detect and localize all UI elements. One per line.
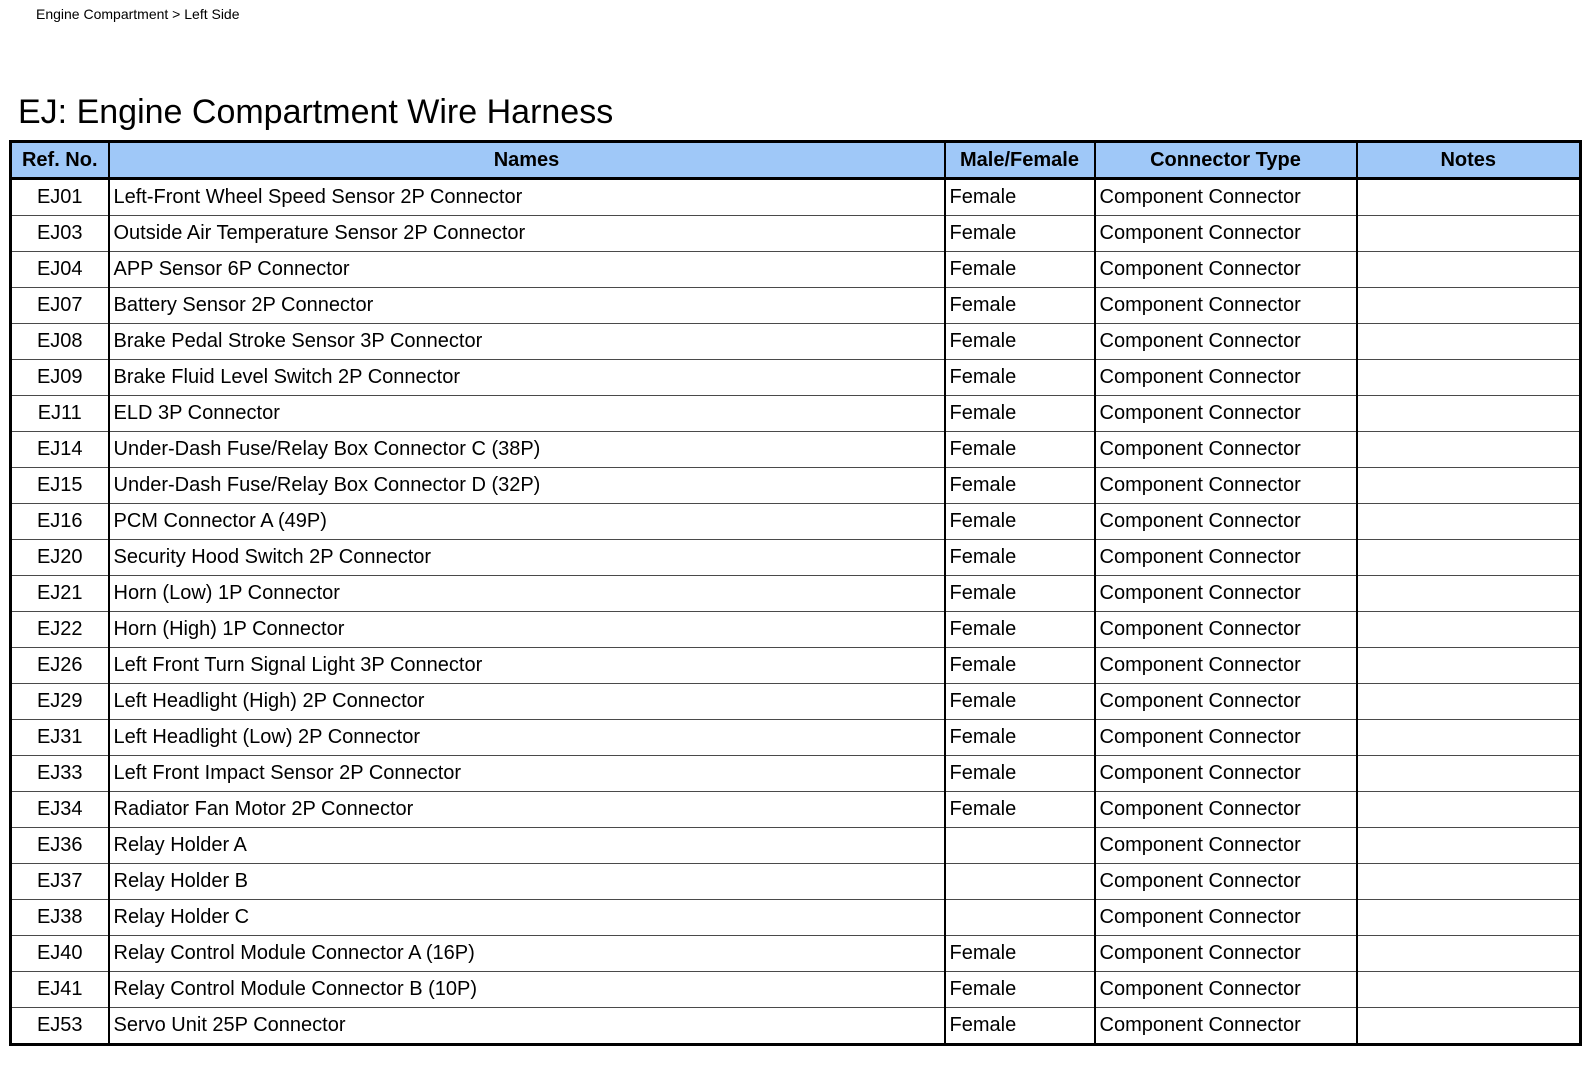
cell-connector-type: Component Connector — [1095, 648, 1357, 684]
cell-name: Relay Holder B — [109, 864, 945, 900]
cell-male-female: Female — [945, 216, 1095, 252]
cell-connector-type: Component Connector — [1095, 756, 1357, 792]
cell-connector-type: Component Connector — [1095, 504, 1357, 540]
cell-male-female: Female — [945, 504, 1095, 540]
page-title: EJ: Engine Compartment Wire Harness — [18, 93, 614, 131]
cell-ref-no: EJ31 — [11, 720, 109, 756]
table-row — [11, 900, 1581, 936]
table-row — [11, 179, 1581, 216]
cell-ref-no: EJ41 — [11, 972, 109, 1008]
cell-notes — [1357, 540, 1581, 576]
table-row — [11, 720, 1581, 756]
cell-ref-no: EJ40 — [11, 936, 109, 972]
cell-name: Under-Dash Fuse/Relay Box Connector D (32P) — [109, 468, 945, 504]
cell-male-female: Female — [945, 684, 1095, 720]
cell-connector-type: Component Connector — [1095, 324, 1357, 360]
cell-notes — [1357, 684, 1581, 720]
table-row — [11, 396, 1581, 432]
cell-connector-type: Component Connector — [1095, 972, 1357, 1008]
cell-ref-no: EJ29 — [11, 684, 109, 720]
cell-notes — [1357, 252, 1581, 288]
cell-ref-no: EJ22 — [11, 612, 109, 648]
table-row — [11, 360, 1581, 396]
cell-connector-type: Component Connector — [1095, 179, 1357, 216]
cell-ref-no: EJ38 — [11, 900, 109, 936]
cell-ref-no: EJ16 — [11, 504, 109, 540]
cell-ref-no: EJ26 — [11, 648, 109, 684]
column-header-names: Names — [109, 142, 945, 179]
cell-connector-type: Component Connector — [1095, 396, 1357, 432]
cell-notes — [1357, 900, 1581, 936]
cell-male-female: Female — [945, 1008, 1095, 1045]
cell-name: ELD 3P Connector — [109, 396, 945, 432]
cell-connector-type: Component Connector — [1095, 612, 1357, 648]
cell-male-female: Female — [945, 396, 1095, 432]
cell-name: Security Hood Switch 2P Connector — [109, 540, 945, 576]
cell-connector-type: Component Connector — [1095, 468, 1357, 504]
table-row — [11, 252, 1581, 288]
table-row — [11, 576, 1581, 612]
table-row — [11, 684, 1581, 720]
cell-male-female: Female — [945, 756, 1095, 792]
cell-name: Brake Pedal Stroke Sensor 3P Connector — [109, 324, 945, 360]
cell-notes — [1357, 936, 1581, 972]
cell-name: PCM Connector A (49P) — [109, 504, 945, 540]
cell-connector-type: Component Connector — [1095, 828, 1357, 864]
cell-connector-type: Component Connector — [1095, 540, 1357, 576]
cell-notes — [1357, 648, 1581, 684]
cell-notes — [1357, 792, 1581, 828]
cell-connector-type: Component Connector — [1095, 576, 1357, 612]
cell-name: Left Headlight (Low) 2P Connector — [109, 720, 945, 756]
cell-notes — [1357, 612, 1581, 648]
cell-name: Horn (Low) 1P Connector — [109, 576, 945, 612]
cell-connector-type: Component Connector — [1095, 936, 1357, 972]
cell-ref-no: EJ37 — [11, 864, 109, 900]
column-header-notes: Notes — [1357, 142, 1581, 179]
cell-name: Outside Air Temperature Sensor 2P Connector — [109, 216, 945, 252]
cell-name: APP Sensor 6P Connector — [109, 252, 945, 288]
cell-male-female: Female — [945, 432, 1095, 468]
cell-name: Relay Control Module Connector B (10P) — [109, 972, 945, 1008]
cell-connector-type: Component Connector — [1095, 360, 1357, 396]
cell-ref-no: EJ34 — [11, 792, 109, 828]
table-row — [11, 648, 1581, 684]
table-header-row — [11, 142, 1581, 179]
cell-notes — [1357, 360, 1581, 396]
cell-male-female: Female — [945, 360, 1095, 396]
table-row — [11, 288, 1581, 324]
cell-ref-no: EJ15 — [11, 468, 109, 504]
cell-connector-type: Component Connector — [1095, 288, 1357, 324]
cell-male-female: Female — [945, 288, 1095, 324]
cell-ref-no: EJ14 — [11, 432, 109, 468]
cell-connector-type: Component Connector — [1095, 684, 1357, 720]
table-row — [11, 504, 1581, 540]
cell-ref-no: EJ36 — [11, 828, 109, 864]
cell-ref-no: EJ33 — [11, 756, 109, 792]
cell-notes — [1357, 828, 1581, 864]
column-header-male-female: Male/Female — [945, 142, 1095, 179]
cell-male-female — [945, 900, 1095, 936]
cell-ref-no: EJ09 — [11, 360, 109, 396]
cell-male-female: Female — [945, 324, 1095, 360]
cell-ref-no: EJ07 — [11, 288, 109, 324]
cell-name: Battery Sensor 2P Connector — [109, 288, 945, 324]
cell-male-female: Female — [945, 540, 1095, 576]
cell-notes — [1357, 1008, 1581, 1045]
cell-male-female: Female — [945, 612, 1095, 648]
cell-male-female: Female — [945, 936, 1095, 972]
cell-notes — [1357, 432, 1581, 468]
cell-connector-type: Component Connector — [1095, 864, 1357, 900]
cell-notes — [1357, 972, 1581, 1008]
cell-male-female: Female — [945, 576, 1095, 612]
cell-male-female: Female — [945, 720, 1095, 756]
cell-ref-no: EJ08 — [11, 324, 109, 360]
table-row — [11, 432, 1581, 468]
cell-ref-no: EJ01 — [11, 179, 109, 216]
cell-ref-no: EJ20 — [11, 540, 109, 576]
cell-notes — [1357, 720, 1581, 756]
cell-male-female: Female — [945, 972, 1095, 1008]
table-row — [11, 756, 1581, 792]
cell-notes — [1357, 324, 1581, 360]
table-row — [11, 864, 1581, 900]
cell-name: Left Headlight (High) 2P Connector — [109, 684, 945, 720]
table-row — [11, 936, 1581, 972]
cell-notes — [1357, 468, 1581, 504]
cell-ref-no: EJ53 — [11, 1008, 109, 1045]
table-body — [11, 179, 1581, 1045]
cell-name: Left Front Impact Sensor 2P Connector — [109, 756, 945, 792]
column-header-ref-no: Ref. No. — [11, 142, 109, 179]
table-row — [11, 828, 1581, 864]
cell-name: Relay Holder C — [109, 900, 945, 936]
cell-name: Relay Holder A — [109, 828, 945, 864]
cell-name: Left-Front Wheel Speed Sensor 2P Connector — [109, 179, 945, 216]
cell-connector-type: Component Connector — [1095, 432, 1357, 468]
cell-notes — [1357, 756, 1581, 792]
table-row — [11, 324, 1581, 360]
table-row — [11, 468, 1581, 504]
cell-male-female — [945, 864, 1095, 900]
breadcrumb: Engine Compartment > Left Side — [36, 6, 240, 22]
cell-connector-type: Component Connector — [1095, 252, 1357, 288]
cell-name: Servo Unit 25P Connector — [109, 1008, 945, 1045]
table-row — [11, 216, 1581, 252]
table-row — [11, 1008, 1581, 1045]
table-row — [11, 612, 1581, 648]
cell-name: Radiator Fan Motor 2P Connector — [109, 792, 945, 828]
cell-ref-no: EJ21 — [11, 576, 109, 612]
cell-notes — [1357, 216, 1581, 252]
connector-table — [9, 140, 1582, 1046]
cell-name: Brake Fluid Level Switch 2P Connector — [109, 360, 945, 396]
cell-connector-type: Component Connector — [1095, 1008, 1357, 1045]
cell-ref-no: EJ03 — [11, 216, 109, 252]
table-row — [11, 972, 1581, 1008]
cell-name: Left Front Turn Signal Light 3P Connector — [109, 648, 945, 684]
cell-connector-type: Component Connector — [1095, 900, 1357, 936]
cell-notes — [1357, 576, 1581, 612]
cell-male-female: Female — [945, 648, 1095, 684]
cell-notes — [1357, 396, 1581, 432]
cell-connector-type: Component Connector — [1095, 216, 1357, 252]
cell-ref-no: EJ04 — [11, 252, 109, 288]
cell-ref-no: EJ11 — [11, 396, 109, 432]
cell-notes — [1357, 288, 1581, 324]
cell-notes — [1357, 864, 1581, 900]
cell-notes — [1357, 504, 1581, 540]
cell-name: Horn (High) 1P Connector — [109, 612, 945, 648]
cell-male-female: Female — [945, 792, 1095, 828]
cell-male-female: Female — [945, 252, 1095, 288]
cell-male-female — [945, 828, 1095, 864]
column-header-connector-type: Connector Type — [1095, 142, 1357, 179]
cell-name: Under-Dash Fuse/Relay Box Connector C (38P) — [109, 432, 945, 468]
cell-notes — [1357, 179, 1581, 216]
table-row — [11, 792, 1581, 828]
cell-male-female: Female — [945, 179, 1095, 216]
table-row — [11, 540, 1581, 576]
cell-connector-type: Component Connector — [1095, 720, 1357, 756]
cell-name: Relay Control Module Connector A (16P) — [109, 936, 945, 972]
cell-connector-type: Component Connector — [1095, 792, 1357, 828]
cell-male-female: Female — [945, 468, 1095, 504]
